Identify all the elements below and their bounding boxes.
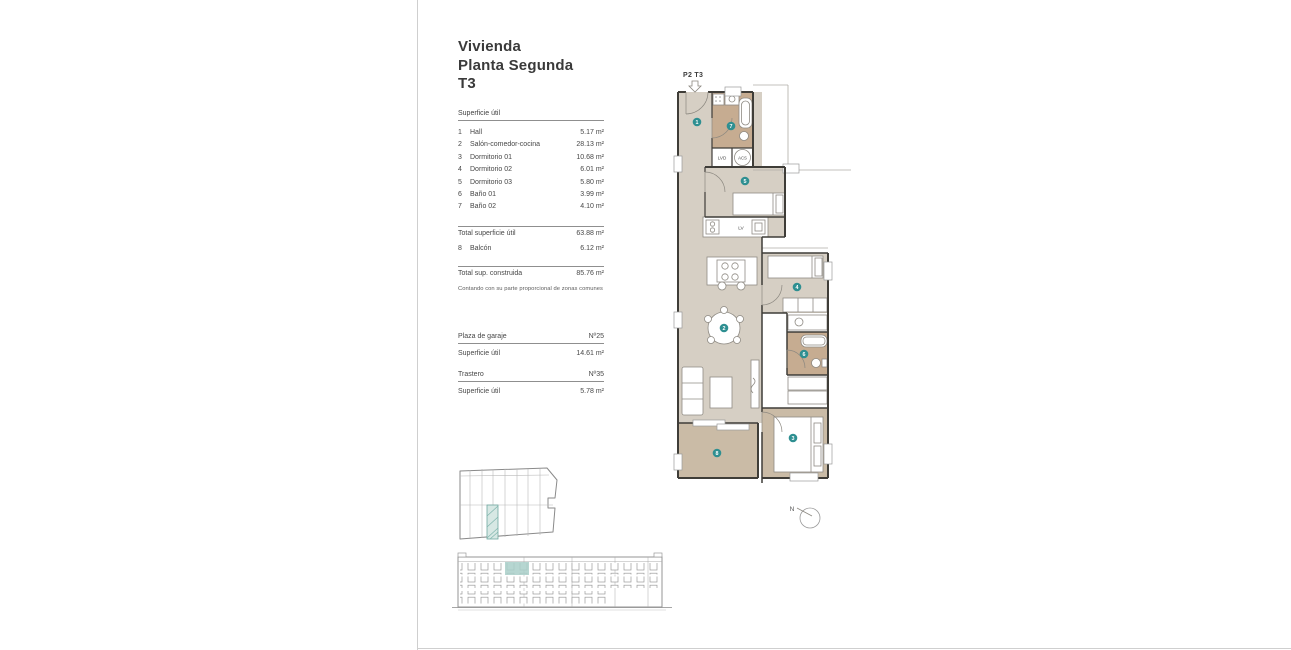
room-marker-dormitorio01 <box>789 434 798 443</box>
garage-label: Plaza de garaje <box>458 333 507 340</box>
storage-label: Trastero <box>458 371 484 378</box>
row-name: Salón-comedor-cocina <box>470 141 541 149</box>
row-num: 5 <box>458 178 462 186</box>
svg-text:6: 6 <box>802 351 806 358</box>
row-name: Balcón <box>470 244 492 252</box>
row-num: 6 <box>458 190 462 198</box>
chair <box>708 337 715 344</box>
garage-area-row <box>458 350 604 357</box>
lvd-label: LVD <box>717 155 727 161</box>
title-line-3: T3 <box>458 75 476 92</box>
table-row <box>458 154 604 166</box>
storage-area-row <box>458 388 604 395</box>
bath02-tub-inner <box>742 101 750 125</box>
table-row <box>458 166 604 178</box>
row-name: Dormitorio 03 <box>470 178 513 186</box>
page-border-left <box>417 0 418 650</box>
lv-label: LV <box>738 226 744 232</box>
toilet <box>812 359 821 368</box>
chair <box>734 337 741 344</box>
title-line-1: Vivienda <box>458 38 522 55</box>
room-marker-bano01 <box>800 350 809 359</box>
north-arrow-icon <box>790 506 820 528</box>
garage-row <box>458 333 604 344</box>
garage-area-label: Superficie útil <box>458 350 501 357</box>
pillow <box>815 258 822 276</box>
stool <box>718 282 726 290</box>
row-name: Baño 01 <box>470 190 497 198</box>
elevation-unit-highlight <box>505 562 529 575</box>
table-row <box>458 191 604 203</box>
row-value: 28.13 m² <box>576 141 604 149</box>
row-num: 1 <box>458 129 462 136</box>
svg-text:1: 1 <box>695 119 699 126</box>
unit-label: P2 T3 <box>683 72 704 79</box>
common-zones-note: Contando con su parte proporcional de zonas comunes <box>458 286 603 293</box>
total-util-value: 63.88 m² <box>576 229 604 237</box>
table-row <box>458 179 604 191</box>
kitchen-island <box>707 257 757 285</box>
table-row <box>458 203 604 215</box>
chair <box>705 316 712 323</box>
total-built-value: 85.76 m² <box>576 270 604 278</box>
entry-arrow-icon <box>689 81 701 92</box>
pillow <box>814 446 821 466</box>
area-table-header: Superficie útil <box>458 110 604 121</box>
row-name: Hall <box>470 129 483 136</box>
row-name: Dormitorio 02 <box>470 166 513 174</box>
elevation-parapet-left <box>458 553 466 557</box>
coffee-table <box>710 377 732 408</box>
svg-text:3: 3 <box>791 435 795 442</box>
tv-console <box>751 360 759 408</box>
area-table <box>458 110 604 292</box>
svg-text:8: 8 <box>715 450 719 457</box>
balcony-row <box>458 245 604 257</box>
wardrobe-bedroom02 <box>783 298 827 312</box>
annex-table <box>458 333 604 395</box>
table-row <box>458 129 604 141</box>
bath02-sink <box>729 96 735 102</box>
svg-text:7: 7 <box>729 123 733 130</box>
chair <box>721 307 728 314</box>
balcony-slider <box>717 424 749 430</box>
key-plan-outline <box>460 468 557 539</box>
row-num: 8 <box>458 244 462 252</box>
row-value: 6.01 m² <box>580 166 604 174</box>
bath01-tub-inner <box>803 337 825 345</box>
row-name: Dormitorio 01 <box>470 153 513 161</box>
svg-text:5: 5 <box>743 178 747 185</box>
key-plan <box>450 460 565 548</box>
bath01-sink <box>795 318 803 326</box>
sofa <box>682 367 703 415</box>
elevation-parapet-right <box>654 553 662 557</box>
row-num: 4 <box>458 166 462 174</box>
storage-area-value: 5.78 m² <box>580 388 604 395</box>
total-built-row <box>458 266 604 282</box>
pillow <box>776 195 783 213</box>
table-row <box>458 141 604 153</box>
row-num: 2 <box>458 141 462 149</box>
oven-door <box>755 223 762 231</box>
stool <box>737 282 745 290</box>
total-util-label: Total superficie útil <box>458 229 516 237</box>
title-line-2: Planta Segunda <box>458 56 574 74</box>
page-title <box>458 38 573 94</box>
closet <box>788 377 827 390</box>
total-util-row <box>458 226 604 242</box>
bath01-vanity <box>788 315 827 330</box>
room-marker-dormitorio03 <box>741 177 750 186</box>
row-value: 3.99 m² <box>580 190 604 198</box>
storage-area-label: Superficie útil <box>458 388 501 395</box>
room-marker-salon <box>720 324 729 333</box>
storage-number: Nº35 <box>588 371 604 378</box>
storage-row <box>458 371 604 382</box>
floor-plan <box>655 60 855 535</box>
north-label: N <box>789 506 795 513</box>
total-built-label: Total sup. construida <box>458 270 523 278</box>
toilet-tank <box>822 359 827 367</box>
bath02-basin <box>740 132 749 141</box>
row-num: 7 <box>458 203 462 211</box>
row-value: 5.80 m² <box>580 178 604 186</box>
row-value: 5.17 m² <box>580 129 604 136</box>
shower-tray <box>713 94 724 105</box>
row-value: 6.12 m² <box>580 244 604 252</box>
svg-text:2: 2 <box>722 325 726 332</box>
room-marker-hall <box>693 118 702 127</box>
building-elevation <box>452 548 672 614</box>
chair <box>737 316 744 323</box>
closet <box>788 391 827 404</box>
garage-area-value: 14.61 m² <box>576 350 604 357</box>
page-border-bottom <box>417 648 1291 649</box>
row-num: 3 <box>458 153 462 161</box>
svg-text:4: 4 <box>795 284 799 291</box>
row-value: 4.10 m² <box>580 203 604 211</box>
garage-number: Nº25 <box>588 333 604 340</box>
room-marker-dormitorio02 <box>793 283 802 292</box>
row-name: Baño 02 <box>470 203 497 211</box>
room-marker-balcon <box>713 449 722 458</box>
room-marker-bano02 <box>727 122 736 131</box>
acs-label: ACS <box>738 155 747 161</box>
pillow <box>814 423 821 443</box>
row-value: 10.68 m² <box>576 153 604 161</box>
